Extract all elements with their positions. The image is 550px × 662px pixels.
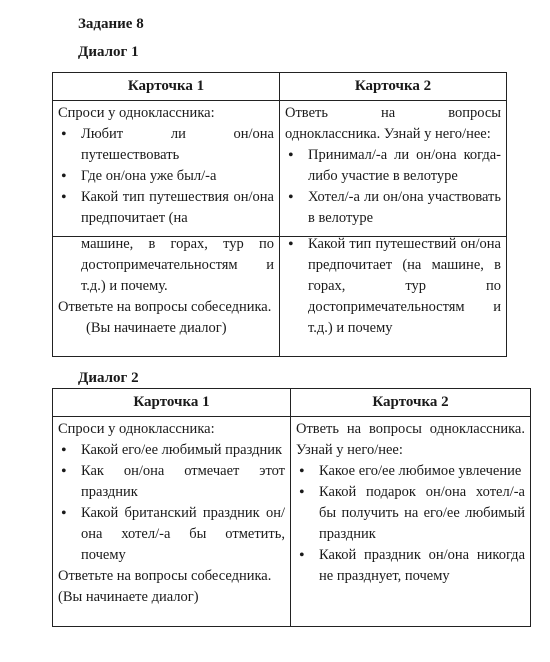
dialog2-card2-list bbox=[296, 461, 525, 587]
list-item: • Какой британский праздник он/она хотел/-а бы отметить, почему bbox=[58, 503, 285, 566]
list-item: • Какой праздник он/она никогда не празднует, почему bbox=[296, 545, 525, 587]
list-item: • Какой тип путешествия он/она предпочитает (на bbox=[58, 187, 274, 229]
dialog2-card1-outro: Ответьте на вопросы собеседника. bbox=[58, 568, 272, 584]
dialog1-card2-header: Карточка 2 bbox=[280, 73, 507, 101]
dialog2-card1-note: (Вы начинаете диалог) bbox=[58, 589, 199, 605]
task-title: Задание 8 bbox=[78, 16, 144, 32]
dialog1-card2-continued bbox=[280, 232, 507, 356]
dialog1-card1-body bbox=[53, 101, 280, 237]
dialog1-card2-intro: Ответь на вопросы одноклассника. Узнай у него/нее: bbox=[285, 105, 501, 142]
list-item: • Какой подарок он/она хотел/-а бы получить на его/ее любимый праздник bbox=[296, 482, 525, 545]
dialog2-card1-list bbox=[58, 440, 285, 566]
list-item: • Где он/она уже был/-а bbox=[58, 166, 274, 187]
dialog1-card1-list-continued bbox=[58, 234, 274, 297]
dialog2-table bbox=[52, 388, 531, 627]
list-item: • Как он/она отмечает этот праздник bbox=[58, 461, 285, 503]
dialog1-card1-note: (Вы начинаете диалог) bbox=[86, 320, 227, 336]
dialog1-card1-header: Карточка 1 bbox=[53, 73, 280, 101]
dialog2-card1-body bbox=[53, 417, 291, 627]
dialog1-card1-list bbox=[58, 124, 274, 229]
dialog1-title: Диалог 1 bbox=[78, 44, 139, 60]
dialog2-title: Диалог 2 bbox=[78, 370, 139, 386]
dialog1-card1-continued bbox=[53, 232, 280, 356]
dialog1-card2-list-continued bbox=[285, 234, 501, 339]
dialog1-card1-outro: Ответьте на вопросы собеседника. bbox=[58, 299, 272, 315]
list-item: • Любит ли он/она путешествовать bbox=[58, 124, 274, 166]
dialog1-card2-list bbox=[285, 145, 501, 229]
dialog2-card2-body bbox=[291, 417, 531, 627]
dialog2-card2-header: Карточка 2 bbox=[291, 389, 531, 417]
dialog1-table-bottom bbox=[52, 232, 507, 357]
list-item: • Хотел/-а ли он/она участвовать в велотуре bbox=[285, 187, 501, 229]
dialog2-card1-header: Карточка 1 bbox=[53, 389, 291, 417]
list-item: машине, в горах, тур по достопримечательностям и т.д.) и почему. bbox=[81, 236, 274, 294]
dialog1-table-top bbox=[52, 72, 507, 237]
list-item: • Какой тип путешествий он/она предпочитает (на машине, в горах, тур по достопримечательностям и т.д.) и почему bbox=[285, 234, 501, 339]
list-item: • Какое его/ее любимое увлечение bbox=[296, 461, 525, 482]
list-item: • Принимал/-а ли он/она когда-либо участие в велотуре bbox=[285, 145, 501, 187]
dialog1-card2-body bbox=[280, 101, 507, 237]
list-item: • Какой его/ее любимый праздник bbox=[58, 440, 285, 461]
dialog1-card1-intro: Спроси у одноклассника: bbox=[58, 105, 215, 121]
dialog2-card1-intro: Спроси у одноклассника: bbox=[58, 421, 215, 437]
dialog2-card2-intro: Ответь на вопросы одноклассника. Узнай у него/нее: bbox=[296, 421, 525, 458]
